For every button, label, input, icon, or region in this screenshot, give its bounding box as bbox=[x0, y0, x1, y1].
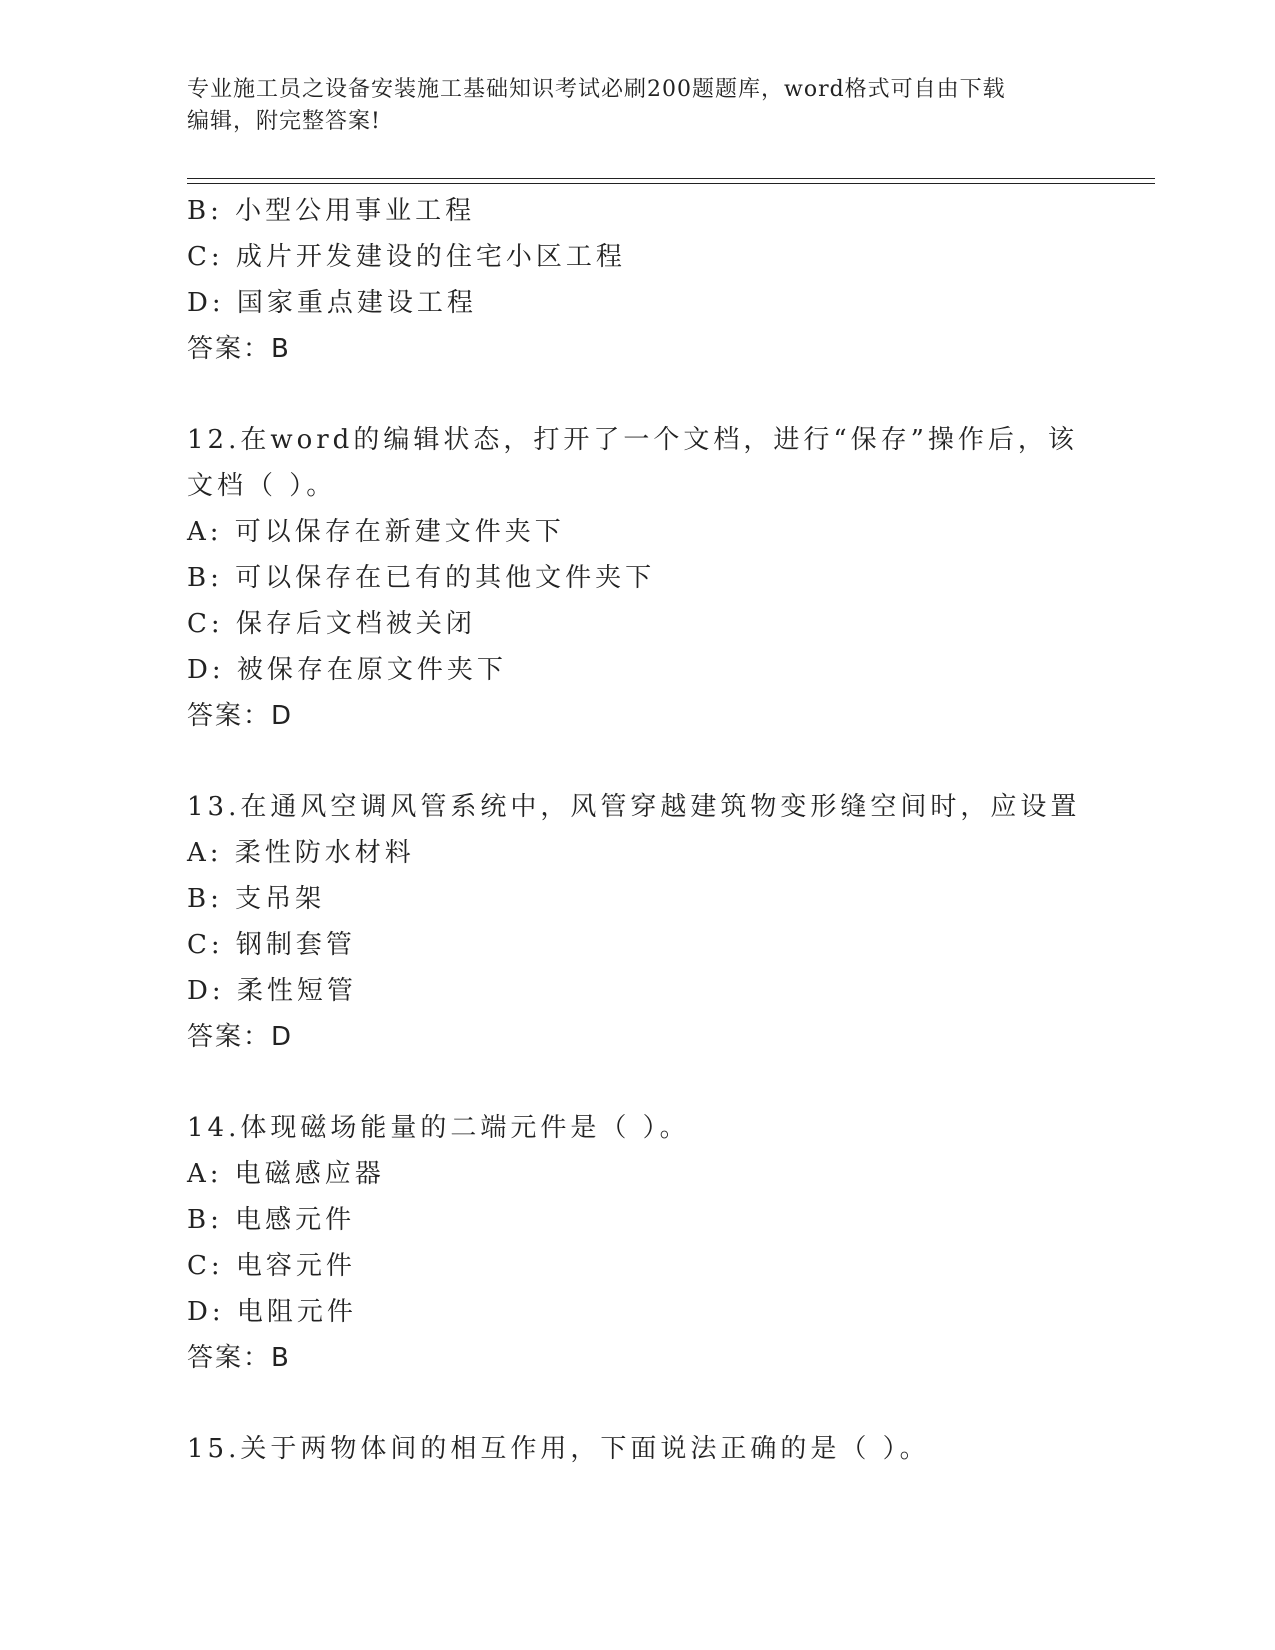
document-header bbox=[187, 74, 1087, 138]
question-12 bbox=[187, 417, 1087, 739]
answer: 答案：D bbox=[187, 1022, 294, 1052]
option-b: B: 支吊架 bbox=[187, 884, 326, 914]
answer: 答案：B bbox=[187, 334, 291, 364]
answer: 答案：D bbox=[187, 701, 294, 731]
option-c: C: 电容元件 bbox=[187, 1251, 356, 1281]
header-divider-bottom bbox=[187, 183, 1155, 184]
header-title-line-1: 专业施工员之设备安装施工基础知识考试必刷200题题库，word格式可自由下载 bbox=[187, 77, 1006, 102]
option-c: C: 成片开发建设的住宅小区工程 bbox=[187, 242, 626, 272]
option-c: C: 钢制套管 bbox=[187, 930, 356, 960]
question-stem-line-1: 13.在通风空调风管系统中，风管穿越建筑物变形缝空间时，应设置 bbox=[187, 792, 1081, 822]
question-13 bbox=[187, 784, 1087, 1060]
question-14 bbox=[187, 1105, 1087, 1381]
option-b: B: 可以保存在已有的其他文件夹下 bbox=[187, 563, 656, 593]
question-list bbox=[187, 188, 1087, 1472]
option-b: B: 电感元件 bbox=[187, 1205, 356, 1235]
header-divider-top bbox=[187, 178, 1155, 179]
question-stem-line-1: 14.体现磁场能量的二端元件是（ ）。 bbox=[187, 1113, 690, 1143]
question-stem-line-1: 15.关于两物体间的相互作用，下面说法正确的是（ ）。 bbox=[187, 1434, 930, 1464]
option-a: A: 电磁感应器 bbox=[187, 1159, 385, 1189]
question-stem-line-2: 文档（ ）。 bbox=[187, 471, 337, 501]
option-d: D: 电阻元件 bbox=[187, 1297, 357, 1327]
option-d: D: 柔性短管 bbox=[187, 976, 357, 1006]
answer: 答案：B bbox=[187, 1343, 291, 1373]
option-a: A: 可以保存在新建文件夹下 bbox=[187, 517, 565, 547]
question-15 bbox=[187, 1426, 1087, 1472]
option-c: C: 保存后文档被关闭 bbox=[187, 609, 476, 639]
question-stem-line-1: 12.在word的编辑状态，打开了一个文档，进行“保存”操作后，该 bbox=[187, 425, 1078, 455]
option-d: D: 被保存在原文件夹下 bbox=[187, 655, 507, 685]
question-11-tail bbox=[187, 188, 1087, 372]
header-title-line-2: 编辑，附完整答案! bbox=[187, 109, 381, 134]
option-d: D: 国家重点建设工程 bbox=[187, 288, 477, 318]
option-b: B: 小型公用事业工程 bbox=[187, 196, 476, 226]
option-a: A: 柔性防水材料 bbox=[187, 838, 415, 868]
